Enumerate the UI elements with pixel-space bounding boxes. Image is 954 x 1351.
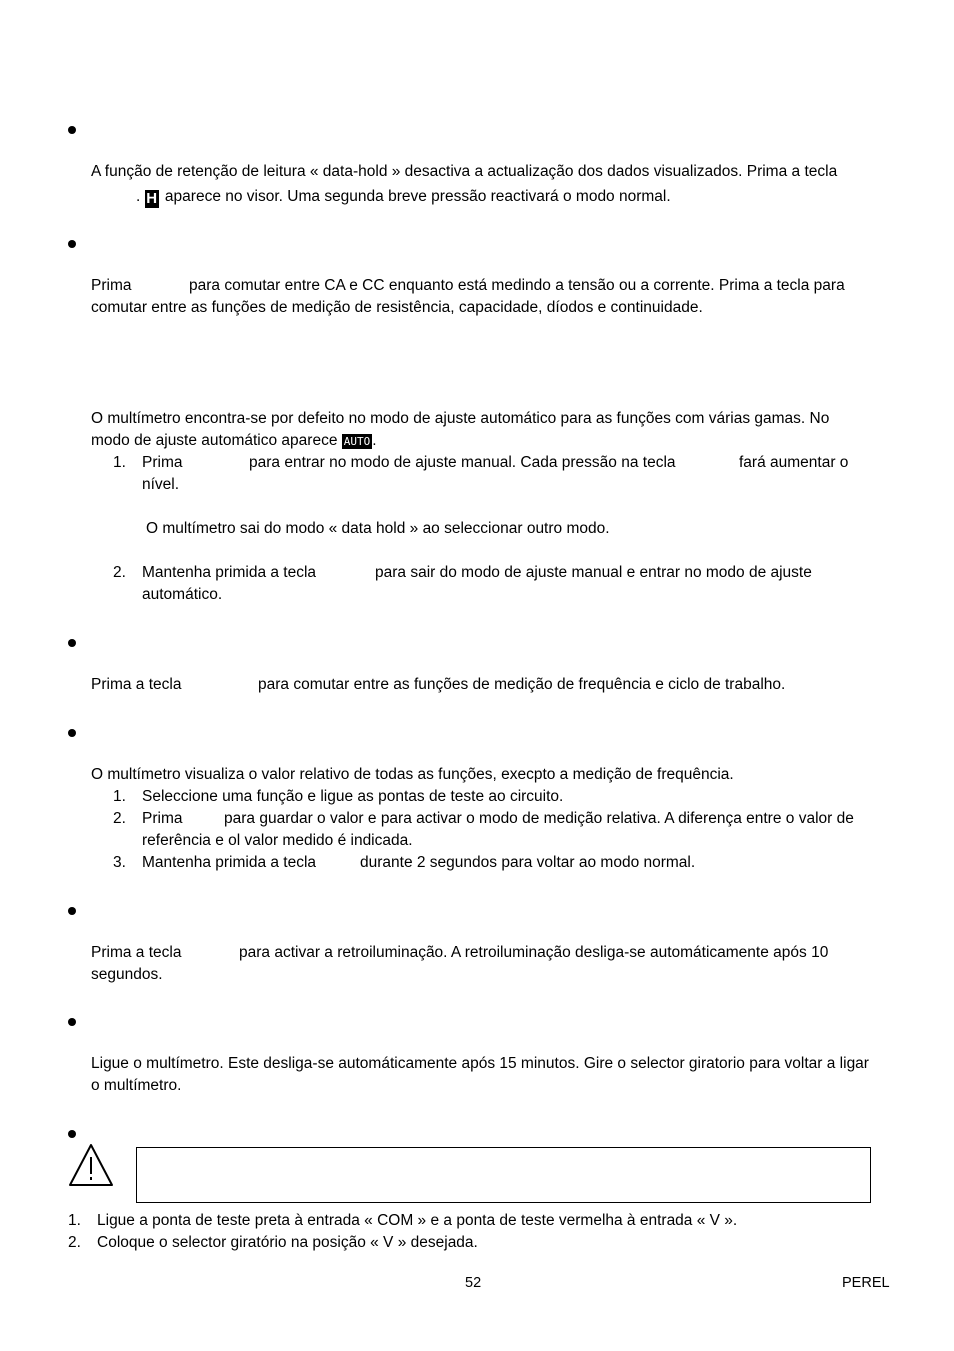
voltage-item2-number: 2. [68,1234,81,1251]
range-item1-a: Prima [142,454,183,471]
range-line2-suffix: . [372,432,377,449]
footer-brand: PEREL [842,1275,890,1291]
relative-item3-number: 3. [113,854,126,871]
page-number: 52 [465,1275,482,1291]
relative-item1: Seleccione uma função e ligue as pontas de teste ao circuito. [142,788,564,805]
range-note: O multímetro sai do modo « data hold » ao seleccionar outro modo. [146,520,610,537]
range-line2 [91,430,377,452]
range-item2-b: para sair do modo de ajuste manual e entrar no modo de ajuste [375,564,812,581]
bullet-mode-select [68,240,76,248]
range-line2-prefix: modo de ajuste automático aparece [91,432,342,449]
bullet-relative [68,729,76,737]
range-item1-c: fará aumentar o [739,454,849,471]
range-item1-line2: nível. [142,476,180,493]
bullet-frequency [68,639,76,647]
bullet-auto-off [68,1018,76,1026]
relative-item3-a: Mantenha primida a tecla [142,854,317,871]
backlight-line2: segundos. [91,966,163,983]
hold-h-icon: H [146,190,158,207]
auto-off-line1: Ligue o multímetro. Este desliga-se automáticamente após 15 minutos. Gire o selector giratorio para voltar a ligar [91,1055,869,1072]
auto-off-line2: o multímetro. [91,1077,182,1094]
data-hold-line2 [136,186,671,208]
relative-item2-line2: referência e ol valor medido é indicada. [142,832,413,849]
range-item2-a: Mantenha primida a tecla [142,564,317,581]
warning-box [136,1147,871,1203]
relative-item1-number: 1. [113,788,126,805]
mode-line1-b: para comutar entre CA e CC enquanto está medindo a tensão ou a corrente. Prima a tecla para [189,277,845,294]
auto-indicator-icon: AUTO [343,435,371,448]
data-hold-line2-rest: aparece no visor. Uma segunda breve pressão reactivará o modo normal. [160,188,671,205]
warning-triangle-icon [68,1143,114,1187]
bullet-backlight [68,907,76,915]
range-item1-number: 1. [113,454,126,471]
mode-line2: comutar entre as funções de medição de resistência, capacidade, díodos e continuidade. [91,299,703,316]
mode-line1-a: Prima [91,277,132,294]
relative-item2-a: Prima [142,810,183,827]
data-hold-line2-prefix: . [136,188,145,205]
relative-intro: O multímetro visualiza o valor relativo de todas as funções, execpto a medição de frequência. [91,766,734,783]
voltage-item1: Ligue a ponta de teste preta à entrada « COM » e a ponta de teste vermelha à entrada « V ». [97,1212,738,1229]
backlight-line1-b: para activar a retroiluminação. A retroiluminação desliga-se automáticamente após 10 [239,944,829,961]
bullet-voltage [68,1130,76,1138]
relative-item3-b: durante 2 segundos para voltar ao modo normal. [360,854,696,871]
range-item1-b: para entrar no modo de ajuste manual. Cada pressão na tecla [249,454,676,471]
frequency-line1-b: para comutar entre as funções de medição de frequência e ciclo de trabalho. [258,676,786,693]
relative-item2-number: 2. [113,810,126,827]
data-hold-line1: A função de retenção de leitura « data-hold » desactiva a actualização dos dados visualizados. Prima a tecla [91,163,838,180]
bullet-data-hold [68,126,76,134]
relative-item2-b: para guardar o valor e para activar o modo de medição relativa. A diferença entre o valor de [224,810,854,827]
range-line1: O multímetro encontra-se por defeito no modo de ajuste automático para as funções com várias gamas. No [91,410,830,427]
voltage-item1-number: 1. [68,1212,81,1229]
range-item2-line2: automático. [142,586,223,603]
voltage-item2: Coloque o selector giratório na posição « V » desejada. [97,1234,478,1251]
range-item2-number: 2. [113,564,126,581]
frequency-line1-a: Prima a tecla [91,676,182,693]
backlight-line1-a: Prima a tecla [91,944,182,961]
